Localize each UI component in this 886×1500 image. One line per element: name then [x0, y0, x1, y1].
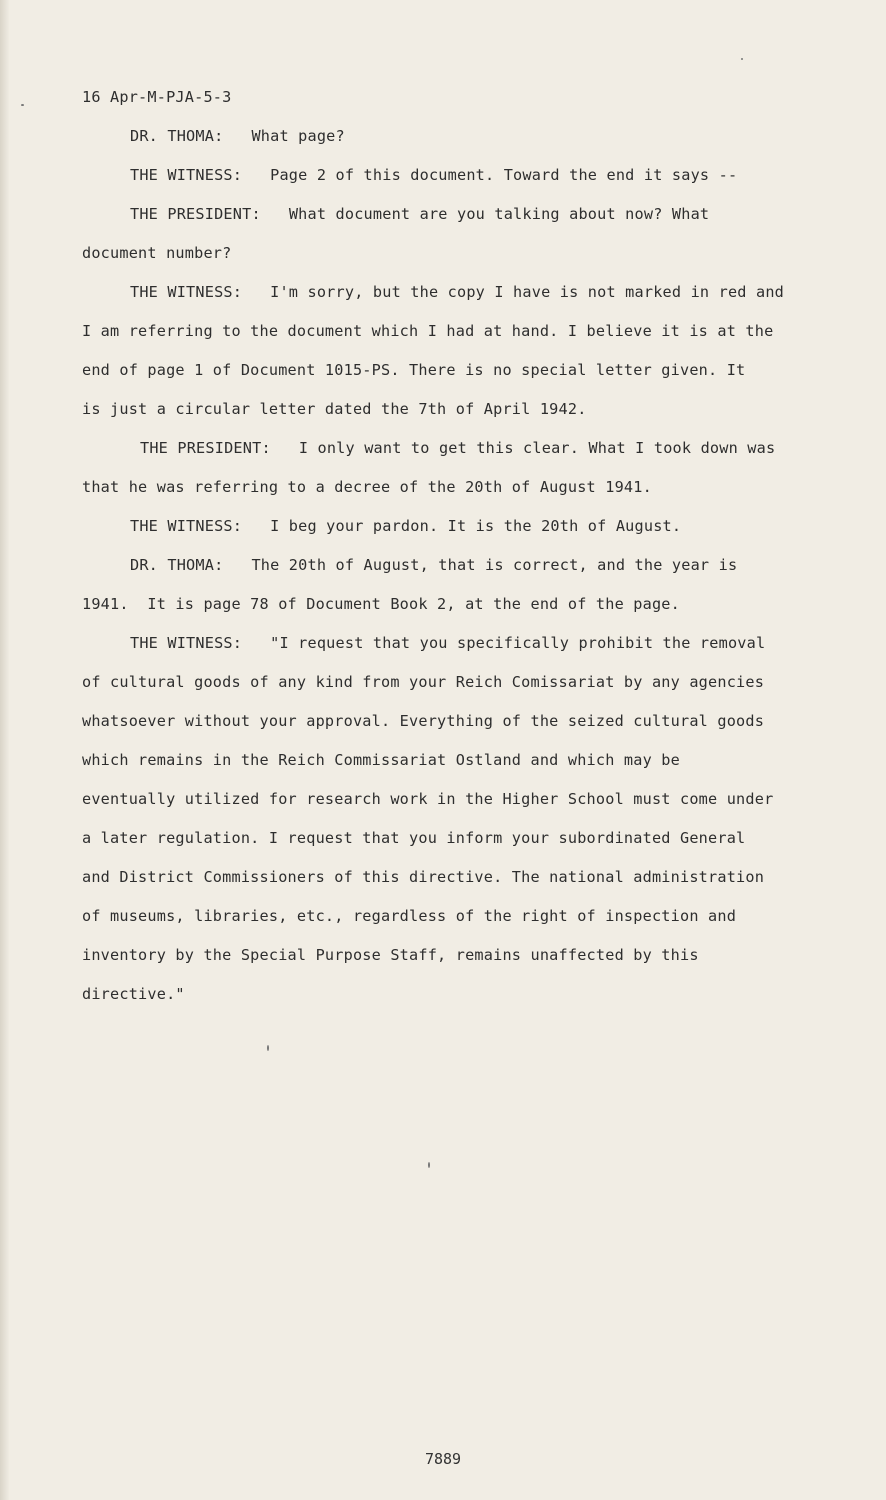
- speaker-label: THE WITNESS:: [130, 283, 243, 301]
- transcript-line: [82, 429, 812, 468]
- transcript-line: [82, 585, 812, 624]
- line-text: What document are you talking about now? What: [288, 205, 710, 223]
- transcript-line: [82, 468, 812, 507]
- transcript-line: [82, 702, 812, 741]
- line-text: a later regulation. I request that you inform your subordinated General: [82, 829, 746, 847]
- line-text: I am referring to the document which I had at hand. I believe it is at the: [82, 322, 774, 340]
- header-reference: 16 Apr-M-PJA-5-3: [82, 88, 232, 106]
- speaker-label: THE PRESIDENT:: [130, 205, 261, 223]
- transcript-line: [82, 780, 812, 819]
- line-text: eventually utilized for research work in the Higher School must come under: [82, 790, 774, 808]
- line-text: I'm sorry, but the copy I have is not marked in red and: [270, 283, 785, 301]
- transcript-line: [82, 663, 812, 702]
- transcript-line: [82, 897, 812, 936]
- transcript-line: [82, 858, 812, 897]
- line-text: end of page 1 of Document 1015-PS. There is no special letter given. It: [82, 361, 746, 379]
- transcript-line: [82, 234, 812, 273]
- line-text: which remains in the Reich Commissariat Ostland and which may be: [82, 751, 680, 769]
- line-text: and District Commissioners of this directive. The national administration: [82, 868, 765, 886]
- line-text: I beg your pardon. It is the 20th of August.: [270, 517, 682, 535]
- paper-speck: [741, 58, 743, 60]
- line-text: I only want to get this clear. What I took down was: [298, 439, 776, 457]
- transcript-line: [82, 819, 812, 858]
- paper-speck: [267, 1045, 269, 1051]
- line-text: of cultural goods of any kind from your Reich Comissariat by any agencies: [82, 673, 765, 691]
- line-text: directive.": [82, 985, 185, 1003]
- line-text: whatsoever without your approval. Everything of the seized cultural goods: [82, 712, 765, 730]
- transcript-line: [82, 975, 812, 1014]
- transcript-line: [82, 117, 812, 156]
- speaker-label: THE WITNESS:: [130, 517, 243, 535]
- speaker-label: THE WITNESS:: [130, 634, 243, 652]
- transcript-line: [82, 156, 812, 195]
- line-text: 1941. It is page 78 of Document Book 2, at the end of the page.: [82, 595, 680, 613]
- line-text: "I request that you specifically prohibit the removal: [270, 634, 766, 652]
- transcript-line: [82, 741, 812, 780]
- line-text: Page 2 of this document. Toward the end it says --: [270, 166, 738, 184]
- line-text: is just a circular letter dated the 7th of April 1942.: [82, 400, 587, 418]
- speaker-label: THE WITNESS:: [130, 166, 243, 184]
- transcript-line: [82, 351, 812, 390]
- line-text: The 20th of August, that is correct, and the year is: [251, 556, 738, 574]
- transcript-line: [82, 195, 812, 234]
- line-text: of museums, libraries, etc., regardless of the right of inspection and: [82, 907, 737, 925]
- line-text: that he was referring to a decree of the 20th of August 1941.: [82, 478, 652, 496]
- paper-edge: [0, 0, 9, 1500]
- transcript-line: [82, 936, 812, 975]
- line-text: What page?: [251, 127, 345, 145]
- speaker-label: THE PRESIDENT:: [140, 439, 271, 457]
- paper-speck: [21, 104, 24, 106]
- transcript-line: [82, 507, 812, 546]
- speaker-label: DR. THOMA:: [130, 127, 224, 145]
- transcript-line: [82, 312, 812, 351]
- transcript-line: [82, 390, 812, 429]
- line-text: inventory by the Special Purpose Staff, remains unaffected by this: [82, 946, 699, 964]
- transcript-line: [82, 624, 812, 663]
- transcript-line: [82, 273, 812, 312]
- transcript-body: [82, 78, 812, 1014]
- transcript-line: [82, 546, 812, 585]
- speaker-label: DR. THOMA:: [130, 556, 224, 574]
- page-number: 7889: [424, 1450, 462, 1468]
- line-text: document number?: [82, 244, 232, 262]
- paper-speck: [428, 1162, 430, 1168]
